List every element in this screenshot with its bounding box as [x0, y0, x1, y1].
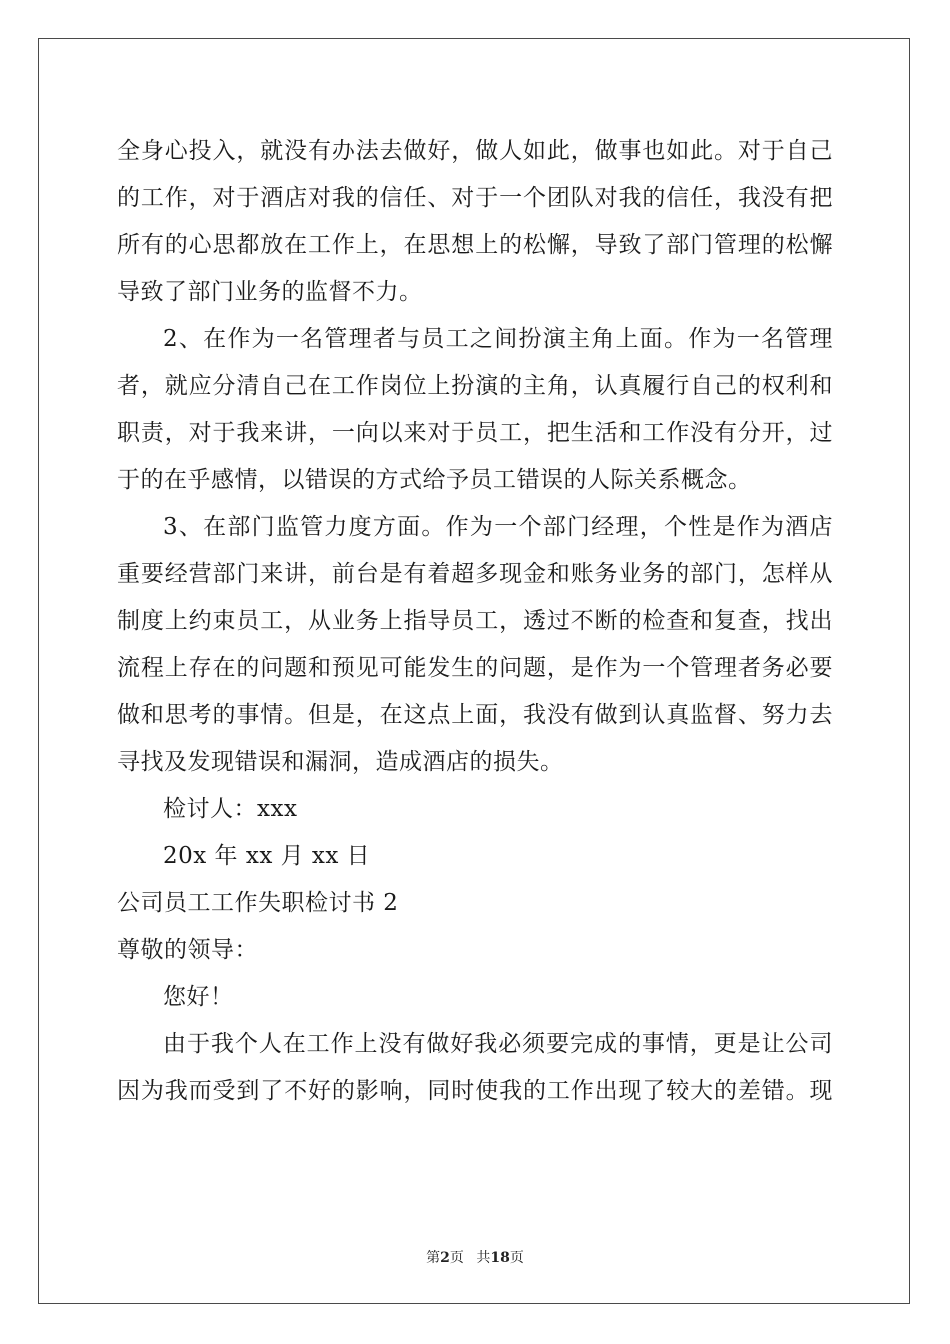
text-line: 流程上存在的问题和预见可能发生的问题，是作为一个管理者务必要: [117, 655, 833, 681]
section-title: 公司员工工作失职检讨书 2: [117, 890, 399, 916]
text-line: 重要经营部门来讲，前台是有着超多现金和账务业务的部门，怎样从: [117, 561, 833, 587]
text-line: 者，就应分清自己在工作岗位上扮演的主角，认真履行自己的权利和: [117, 373, 833, 399]
page-indicator: 第2页: [426, 1250, 464, 1266]
text-line: 由于我个人在工作上没有做好我必须要完成的事情，更是让公司: [163, 1031, 833, 1057]
text-line: 所有的心思都放在工作上，在思想上的松懈，导致了部门管理的松懈: [117, 232, 833, 258]
signature-date: 20x 年 xx 月 xx 日: [163, 843, 371, 869]
signature-author: 检讨人：xxx: [163, 796, 298, 822]
page-footer: [0, 1247, 950, 1267]
text-line: 因为我而受到了不好的影响，同时使我的工作出现了较大的差错。现: [117, 1078, 833, 1104]
text-line: 职责，对于我来讲，一向以来对于员工，把生活和工作没有分开，过: [117, 420, 833, 446]
text-line: 做和思考的事情。但是，在这点上面，我没有做到认真监督、努力去: [117, 702, 833, 728]
text-line: 于的在乎感情，以错误的方式给予员工错误的人际关系概念。: [117, 467, 752, 493]
greeting: 您好！: [163, 984, 234, 1010]
text-line: 寻找及发现错误和漏洞，造成酒店的损失。: [117, 749, 564, 775]
document-body: [117, 128, 833, 1115]
total-pages-indicator: 共18页: [476, 1250, 524, 1266]
text-line: 全身心投入，就没有办法去做好，做人如此，做事也如此。对于自己: [117, 138, 833, 164]
paragraph-2-start: 2、在作为一名管理者与员工之间扮演主角上面。作为一名管理: [163, 326, 833, 352]
salutation: 尊敬的领导：: [117, 937, 258, 963]
text-line: 制度上约束员工，从业务上指导员工，透过不断的检查和复查，找出: [117, 608, 833, 634]
text-line: 的工作，对于酒店对我的信任、对于一个团队对我的信任，我没有把: [117, 185, 833, 211]
paragraph-3-start: 3、在部门监管力度方面。作为一个部门经理，个性是作为酒店: [163, 514, 833, 540]
text-line: 导致了部门业务的监督不力。: [117, 279, 423, 305]
